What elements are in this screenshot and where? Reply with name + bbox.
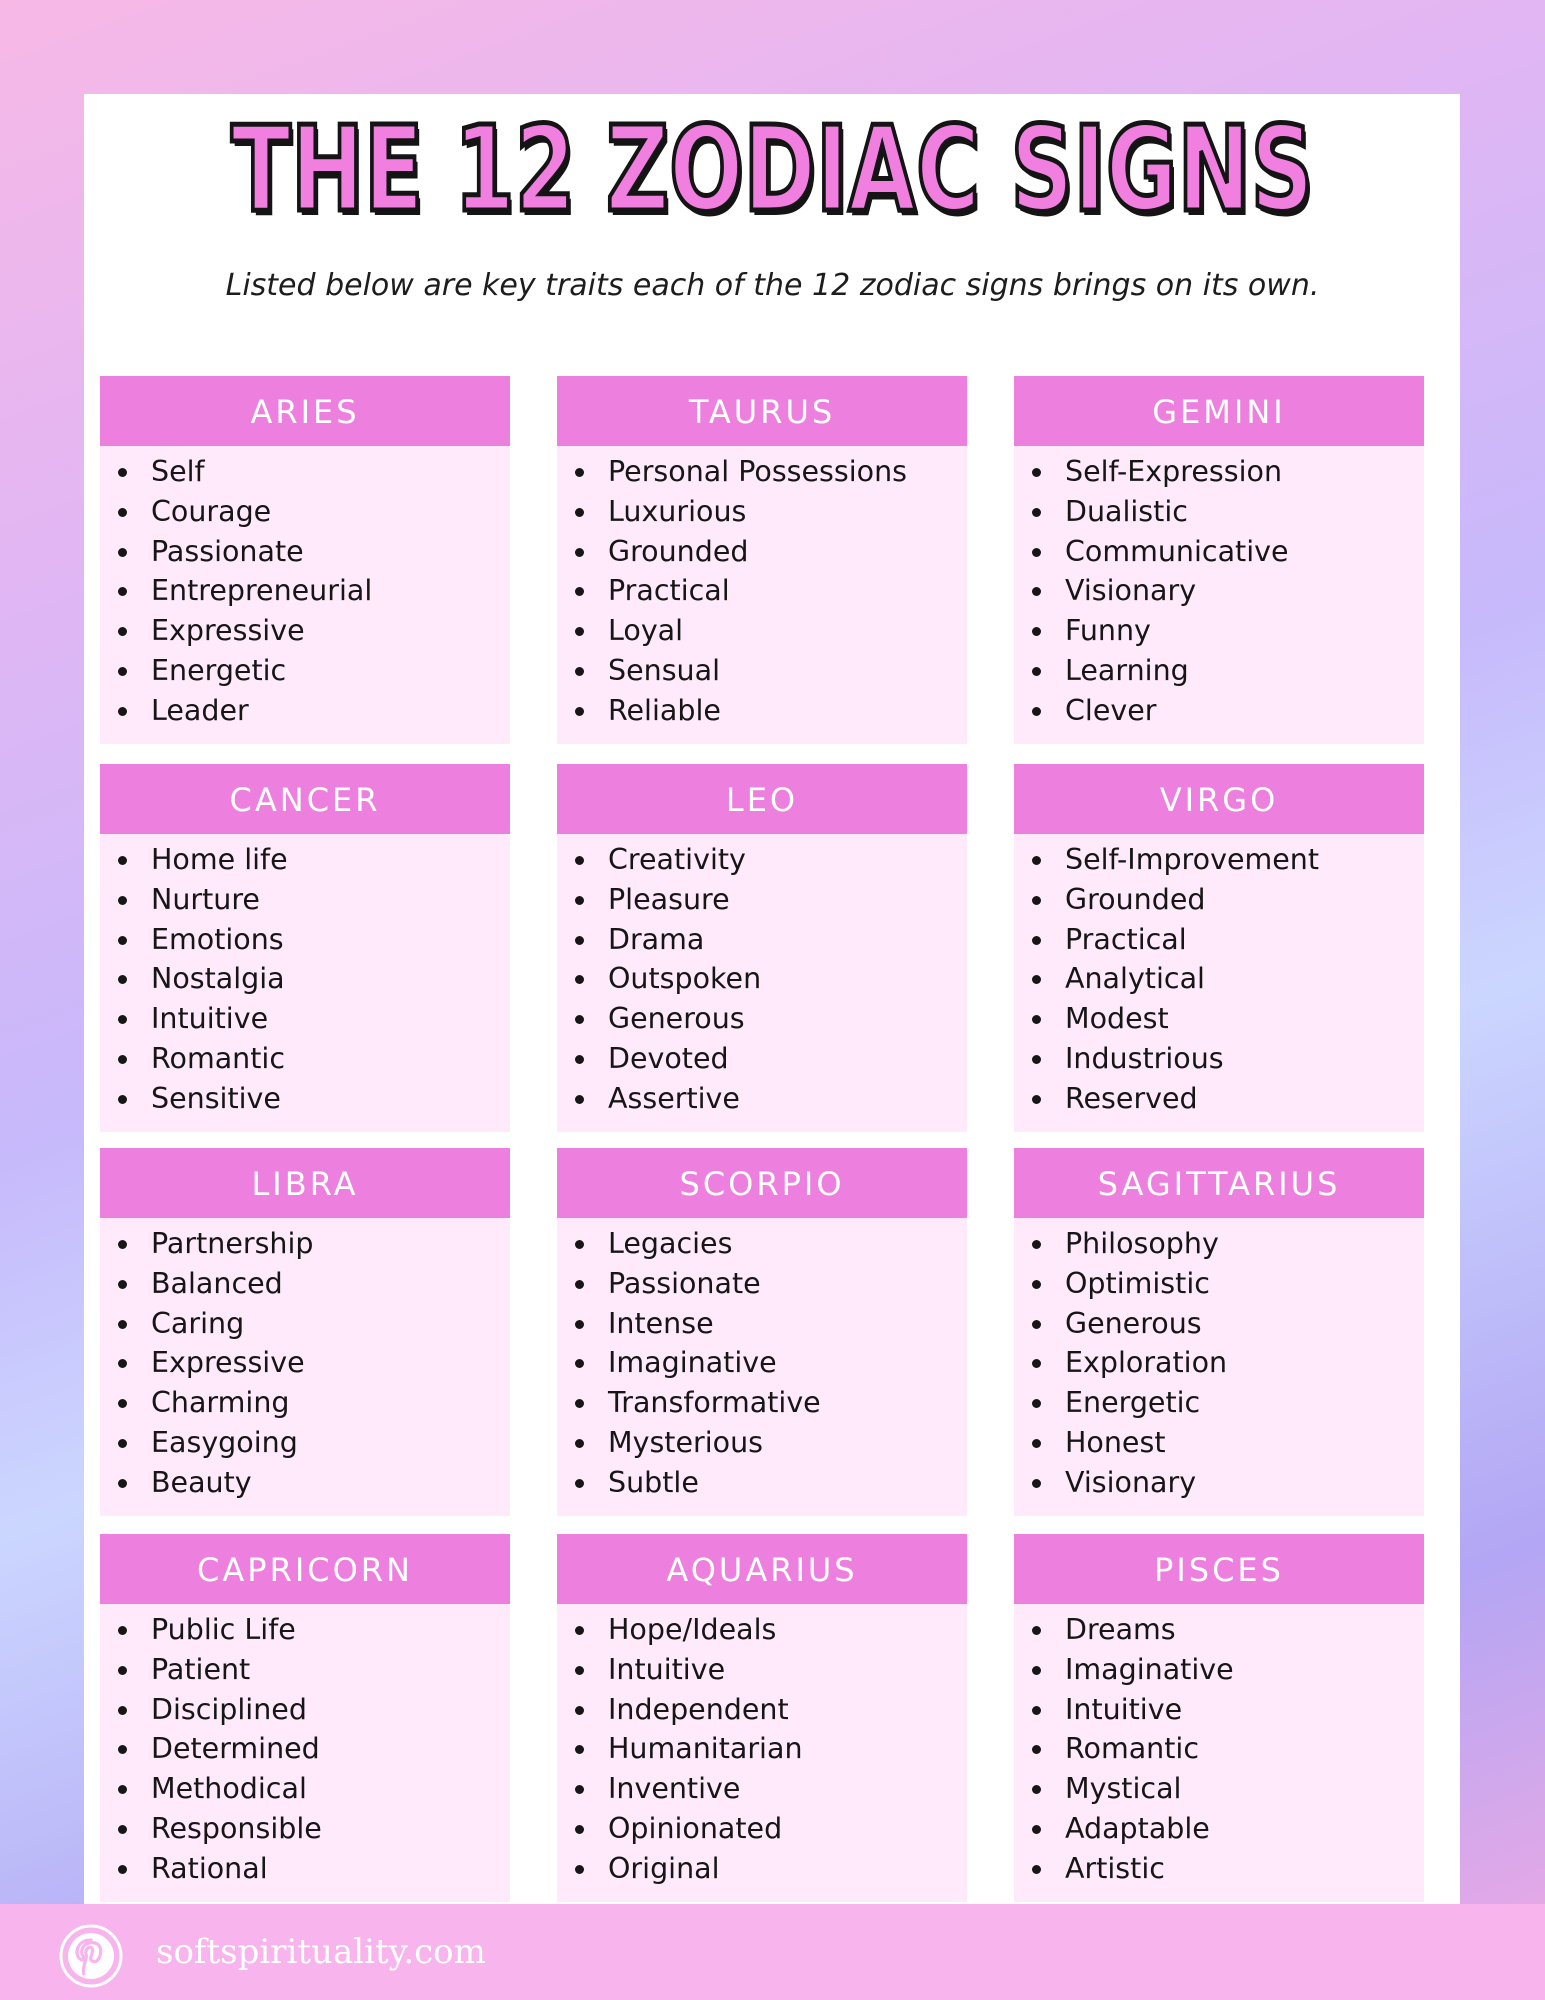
trait-list [1014,446,1424,731]
trait-item: Clever [1014,691,1424,731]
trait-item: Communicative [1014,532,1424,572]
trait-item: Passionate [557,1264,967,1304]
sign-card-cancer [100,764,510,1132]
trait-item: Optimistic [1014,1264,1424,1304]
sign-name: AQUARIUS [557,1534,967,1604]
trait-item: Nostalgia [100,959,510,999]
trait-item: Adaptable [1014,1809,1424,1849]
trait-item: Visionary [1014,1463,1424,1503]
trait-item: Original [557,1849,967,1889]
trait-list [100,834,510,1119]
trait-item: Imaginative [1014,1650,1424,1690]
trait-list [557,1604,967,1889]
footer-bar [0,1904,1545,2000]
trait-item: Patient [100,1650,510,1690]
trait-list [1014,834,1424,1119]
trait-item: Legacies [557,1224,967,1264]
trait-item: Mystical [1014,1769,1424,1809]
trait-item: Rational [100,1849,510,1889]
sign-name: VIRGO [1014,764,1424,834]
trait-item: Grounded [557,532,967,572]
trait-item: Mysterious [557,1423,967,1463]
trait-item: Balanced [100,1264,510,1304]
trait-item: Industrious [1014,1039,1424,1079]
trait-item: Self [100,452,510,492]
trait-item: Intense [557,1304,967,1344]
trait-item: Visionary [1014,571,1424,611]
trait-item: Outspoken [557,959,967,999]
sign-name: TAURUS [557,376,967,446]
trait-list [557,446,967,731]
trait-item: Expressive [100,1343,510,1383]
trait-item: Funny [1014,611,1424,651]
trait-item: Assertive [557,1079,967,1119]
trait-item: Dreams [1014,1610,1424,1650]
trait-item: Learning [1014,651,1424,691]
trait-item: Courage [100,492,510,532]
trait-list [557,1218,967,1503]
trait-list [100,1218,510,1503]
sign-name: SCORPIO [557,1148,967,1218]
trait-item: Loyal [557,611,967,651]
trait-item: Energetic [1014,1383,1424,1423]
trait-item: Emotions [100,920,510,960]
trait-item: Expressive [100,611,510,651]
sign-card-virgo [1014,764,1424,1132]
sign-card-sagittarius [1014,1148,1424,1516]
trait-item: Self-Improvement [1014,840,1424,880]
sign-card-aries [100,376,510,744]
trait-list [557,834,967,1119]
trait-list [1014,1218,1424,1503]
trait-item: Determined [100,1729,510,1769]
trait-item: Charming [100,1383,510,1423]
trait-item: Easygoing [100,1423,510,1463]
trait-item: Grounded [1014,880,1424,920]
trait-item: Nurture [100,880,510,920]
pinterest-icon[interactable] [58,1923,124,1989]
sign-card-pisces [1014,1534,1424,1902]
trait-list [1014,1604,1424,1889]
trait-item: Responsible [100,1809,510,1849]
trait-item: Reliable [557,691,967,731]
trait-item: Methodical [100,1769,510,1809]
trait-item: Intuitive [100,999,510,1039]
sign-name: LIBRA [100,1148,510,1218]
trait-item: Inventive [557,1769,967,1809]
sign-card-libra [100,1148,510,1516]
site-link[interactable]: softspirituality.com [156,1932,486,1972]
trait-item: Sensual [557,651,967,691]
sign-card-scorpio [557,1148,967,1516]
trait-item: Romantic [1014,1729,1424,1769]
sign-name: CANCER [100,764,510,834]
trait-item: Intuitive [1014,1690,1424,1730]
sign-name: SAGITTARIUS [1014,1148,1424,1218]
trait-list [100,446,510,731]
trait-list [100,1604,510,1889]
trait-item: Home life [100,840,510,880]
page-title: THE 12 ZODIAC SIGNS [231,100,1314,238]
page-subtitle: Listed below are key traits each of the 12 zodiac signs brings on its own. [225,268,1320,303]
trait-item: Personal Possessions [557,452,967,492]
trait-item: Exploration [1014,1343,1424,1383]
trait-item: Public Life [100,1610,510,1650]
trait-item: Partnership [100,1224,510,1264]
trait-item: Creativity [557,840,967,880]
trait-item: Hope/Ideals [557,1610,967,1650]
trait-item: Self-Expression [1014,452,1424,492]
trait-item: Honest [1014,1423,1424,1463]
trait-item: Drama [557,920,967,960]
trait-item: Passionate [100,532,510,572]
trait-item: Analytical [1014,959,1424,999]
trait-item: Leader [100,691,510,731]
trait-item: Energetic [100,651,510,691]
trait-item: Disciplined [100,1690,510,1730]
sign-card-aquarius [557,1534,967,1902]
sign-name: CAPRICORN [100,1534,510,1604]
trait-item: Dualistic [1014,492,1424,532]
trait-item: Pleasure [557,880,967,920]
trait-item: Generous [557,999,967,1039]
trait-item: Subtle [557,1463,967,1503]
trait-item: Romantic [100,1039,510,1079]
trait-item: Entrepreneurial [100,571,510,611]
trait-item: Caring [100,1304,510,1344]
trait-item: Practical [557,571,967,611]
sign-card-capricorn [100,1534,510,1902]
sign-card-leo [557,764,967,1132]
trait-item: Artistic [1014,1849,1424,1889]
trait-item: Reserved [1014,1079,1424,1119]
sign-name: LEO [557,764,967,834]
trait-item: Humanitarian [557,1729,967,1769]
trait-item: Beauty [100,1463,510,1503]
trait-item: Intuitive [557,1650,967,1690]
trait-item: Philosophy [1014,1224,1424,1264]
trait-item: Sensitive [100,1079,510,1119]
trait-item: Practical [1014,920,1424,960]
trait-item: Luxurious [557,492,967,532]
trait-item: Independent [557,1690,967,1730]
trait-item: Generous [1014,1304,1424,1344]
sign-name: PISCES [1014,1534,1424,1604]
sign-name: ARIES [100,376,510,446]
trait-item: Transformative [557,1383,967,1423]
trait-item: Imaginative [557,1343,967,1383]
sign-name: GEMINI [1014,376,1424,446]
sign-card-gemini [1014,376,1424,744]
trait-item: Opinionated [557,1809,967,1849]
sign-card-taurus [557,376,967,744]
trait-item: Devoted [557,1039,967,1079]
trait-item: Modest [1014,999,1424,1039]
